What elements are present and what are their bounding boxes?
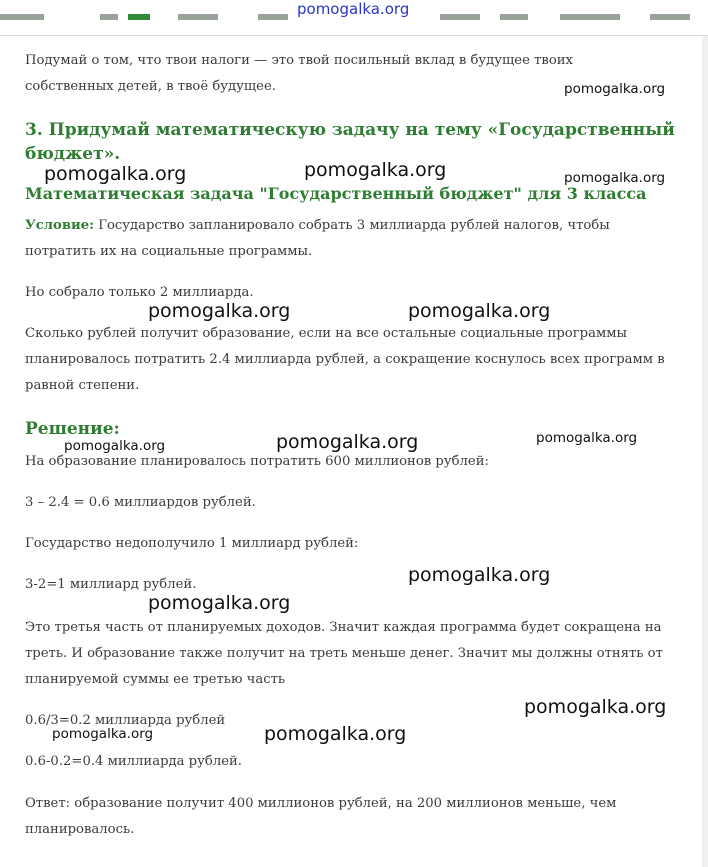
answer-line: Ответ: образование получит 400 миллионов рублей, на 200 миллионов меньше, чем xyxy=(25,796,617,811)
nav-divider xyxy=(0,35,708,36)
condition-label: Условие: xyxy=(25,218,95,233)
nav-fragment xyxy=(560,14,620,20)
nav-fragment xyxy=(500,14,528,20)
solution-line: Государство недополучило 1 миллиард рублей: xyxy=(25,536,359,551)
task-heading-line: бюджет». xyxy=(25,144,121,164)
calculation: 0.6-0.2=0.4 миллиарда рублей. xyxy=(25,754,242,769)
intro-line: собственных детей, в твоё будущее. xyxy=(25,79,276,94)
task-heading-line: 3. Придумай математическую задачу на тему «Государственный xyxy=(25,120,675,140)
watermark: pomogalka.org xyxy=(148,300,291,322)
question-line: Сколько рублей получит образование, если на все остальные социальные программы xyxy=(25,326,627,341)
condition-line xyxy=(25,213,610,239)
nav-fragment xyxy=(258,14,288,20)
calculation: 3 – 2.4 = 0.6 миллиардов рублей. xyxy=(25,495,256,510)
nav-fragment xyxy=(650,14,690,20)
intro-line: Подумай о том, что твои налоги — это твой посильный вклад в будущее твоих xyxy=(25,53,573,68)
watermark: pomogalka.org xyxy=(524,696,667,718)
condition-text: Государство запланировало собрать 3 миллиарда рублей налогов, чтобы xyxy=(94,218,610,233)
problem-title: Математическая задача "Государственный бюджет" для 3 класса xyxy=(25,184,647,203)
solution-heading: Решение: xyxy=(25,419,120,439)
nav-fragment xyxy=(178,14,218,20)
solution-paragraph-line: треть. И образование также получит на треть меньше денег. Значит мы должны отнять от xyxy=(25,646,663,661)
watermark: pomogalka.org xyxy=(536,430,638,446)
nav-fragment xyxy=(440,14,480,20)
condition-line: потратить их на социальные программы. xyxy=(25,244,313,259)
collected-text: Но собрало только 2 миллиарда. xyxy=(25,285,254,300)
solution-line: На образование планировалось потратить 600 миллионов рублей: xyxy=(25,454,489,469)
calculation: 0.6/3=0.2 миллиарда рублей xyxy=(25,713,226,728)
calculation: 3-2=1 миллиард рублей. xyxy=(25,577,197,592)
question-line: равной степени. xyxy=(25,378,140,393)
question-line: планировалось потратить 2.4 миллиарда рублей, а сокращение коснулось всех программ в xyxy=(25,352,665,367)
nav-fragment xyxy=(0,14,44,20)
watermark: pomogalka.org xyxy=(52,726,154,742)
scrollbar[interactable] xyxy=(702,36,708,867)
watermark: pomogalka.org xyxy=(264,723,407,745)
watermark: pomogalka.org xyxy=(276,431,419,453)
watermark: pomogalka.org xyxy=(408,300,551,322)
solution-paragraph-line: Это третья часть от планируемых доходов. Значит каждая программа будет сокращена на xyxy=(25,620,662,635)
nav-fragment xyxy=(100,14,118,20)
watermark: pomogalka.org xyxy=(564,170,666,186)
site-link[interactable]: pomogalka.org xyxy=(297,0,410,18)
watermark: pomogalka.org xyxy=(564,81,666,97)
watermark: pomogalka.org xyxy=(44,163,187,185)
solution-paragraph-line: планируемой суммы ее третью часть xyxy=(25,672,286,687)
watermark: pomogalka.org xyxy=(304,159,447,181)
nav-fragment-active xyxy=(128,14,150,20)
watermark: pomogalka.org xyxy=(64,438,166,454)
answer-line: планировалось. xyxy=(25,822,135,837)
watermark: pomogalka.org xyxy=(148,592,291,614)
watermark: pomogalka.org xyxy=(408,564,551,586)
